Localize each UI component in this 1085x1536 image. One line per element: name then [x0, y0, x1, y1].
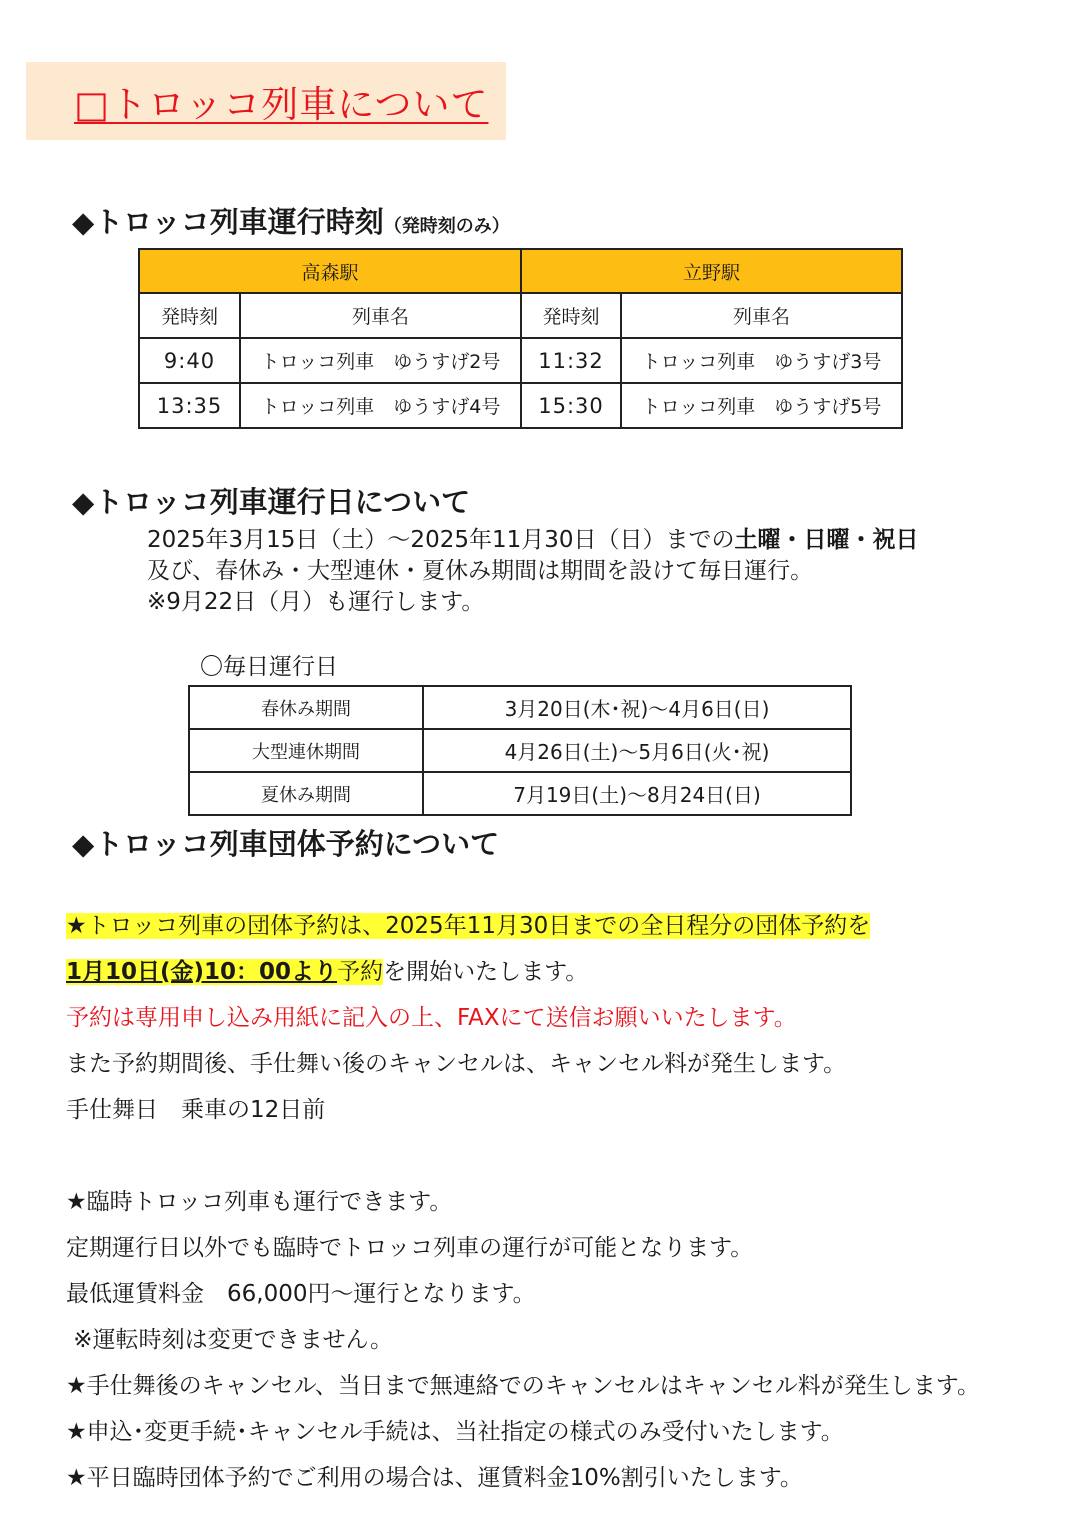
charter-line-1: ★臨時トロッコ列車も運行できます。: [66, 1189, 453, 1215]
table-row: [189, 686, 851, 729]
charter-line-5: ★手仕舞後のキャンセル、当日まで無連絡でのキャンセルはキャンセル料が発生します。: [66, 1373, 980, 1399]
table-row: [139, 383, 902, 428]
charter-line-2: 定期運行日以外でも臨時でトロッコ列車の運行が可能となります。: [66, 1235, 754, 1261]
period-name: 夏休み期間: [189, 772, 423, 815]
departure-time: 13:35: [139, 383, 240, 428]
station-takamori: 高森駅: [139, 249, 521, 293]
departure-time: 11:32: [521, 338, 621, 383]
reservation-start-date: 1月10日(金)10：00より: [66, 959, 338, 985]
timetable-heading: [72, 200, 510, 241]
train-name: トロッコ列車 ゆうすげ4号: [240, 383, 521, 428]
charter-line-3: 最低運賃料金 66,000円～運行となります。: [66, 1281, 536, 1307]
timetable-heading-note: （発時刻のみ）: [383, 216, 510, 237]
period-name: 春休み期間: [189, 686, 423, 729]
group-line-3: 予約は専用申し込み用紙に記入の上、FAXにて送信お願いいたします。: [66, 1005, 797, 1031]
group-line-2: 1月10日(金)10：00より予約を開始いたします。: [66, 959, 589, 985]
column-header-time: 発時刻: [139, 293, 240, 338]
station-tateno: 立野駅: [521, 249, 902, 293]
weekend-holiday-emphasis: 土曜・日曜・祝日: [734, 527, 919, 553]
train-name: トロッコ列車 ゆうすげ3号: [621, 338, 902, 383]
column-header-train: 列車名: [621, 293, 902, 338]
column-header-time: 発時刻: [521, 293, 621, 338]
train-name: トロッコ列車 ゆうすげ2号: [240, 338, 521, 383]
daily-operation-table: [188, 685, 852, 816]
page-title: □トロッコ列車について: [74, 83, 489, 126]
charter-line-4: ※運転時刻は変更できません。: [66, 1327, 393, 1353]
operation-days-line-3: ※9月22日（月）も運行します。: [147, 589, 485, 615]
daily-operation-label: 〇毎日運行日: [200, 654, 338, 680]
departure-time: 9:40: [139, 338, 240, 383]
operation-days-line-1: 2025年3月15日（土）～2025年11月30日（日）までの土曜・日曜・祝日: [147, 527, 919, 553]
train-name: トロッコ列車 ゆうすげ5号: [621, 383, 902, 428]
charter-line-6: ★申込･変更手続･キャンセル手続は、当社指定の様式のみ受付いたします。: [66, 1419, 844, 1445]
period-range: 4月26日(土)～5月6日(火･祝): [423, 729, 851, 772]
operation-days-heading: ◆トロッコ列車運行日について: [72, 485, 471, 519]
period-name: 大型連休期間: [189, 729, 423, 772]
group-line-5: 手仕舞日 乗車の12日前: [66, 1097, 326, 1123]
period-range: 3月20日(木･祝)～4月6日(日): [423, 686, 851, 729]
charter-line-7: ★平日臨時団体予約でご利用の場合は、運賃料金10%割引いたします。: [66, 1465, 803, 1491]
column-header-train: 列車名: [240, 293, 521, 338]
table-row: [189, 729, 851, 772]
operation-days-text: [147, 525, 919, 618]
table-row: [189, 772, 851, 815]
timetable: [138, 248, 903, 429]
period-range: 7月19日(土)～8月24日(日): [423, 772, 851, 815]
operation-days-line-2: 及び、春休み・大型連休・夏休み期間は期間を設けて毎日運行。: [147, 558, 814, 584]
group-line-4: また予約期間後、手仕舞い後のキャンセルは、キャンセル料が発生します。: [66, 1051, 847, 1077]
table-row: [139, 338, 902, 383]
timetable-heading-text: ◆トロッコ列車運行時刻: [72, 205, 384, 239]
group-line-1: ★トロッコ列車の団体予約は、2025年11月30日までの全日程分の団体予約を: [66, 913, 871, 939]
departure-time: 15:30: [521, 383, 621, 428]
group-reservation-heading: ◆トロッコ列車団体予約について: [72, 827, 500, 861]
